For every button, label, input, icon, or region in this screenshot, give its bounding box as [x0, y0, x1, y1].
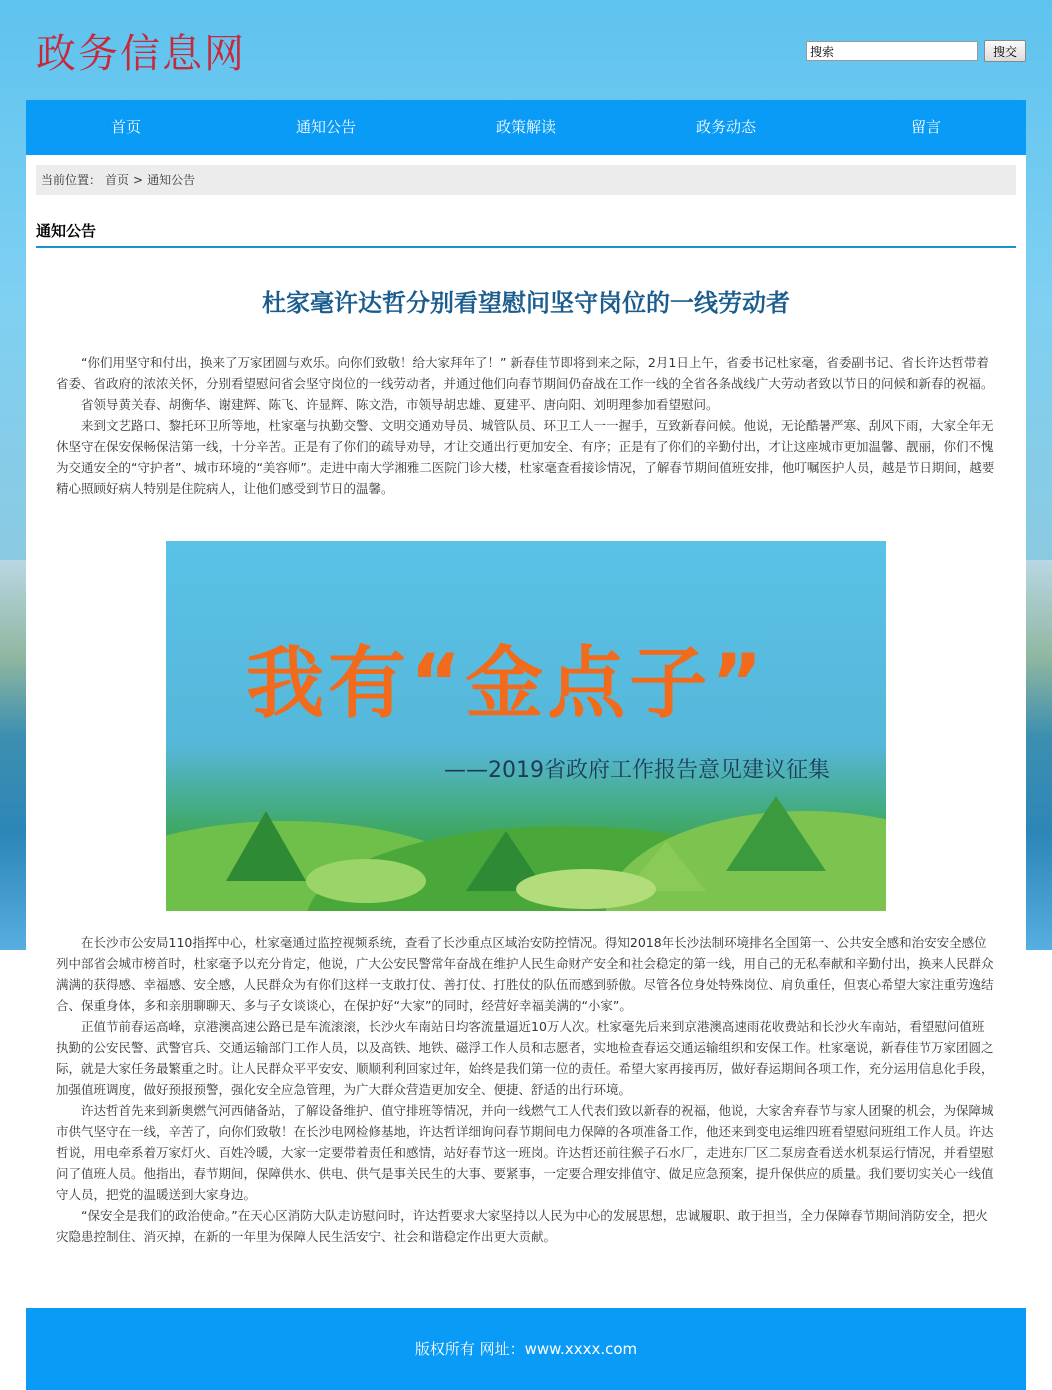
nav-item-notices[interactable]: 通知公告	[295, 118, 356, 136]
article-title: 杜家毫许达哲分别看望慰问坚守岗位的一线劳动者	[262, 289, 790, 317]
article-paragraph: “你们用坚守和付出，换来了万家团圆与欢乐。向你们致敬！给大家拜年了！” 新春佳节即将到来之际，2月1日上午，省委书记杜家毫，省委副书记、省长许达哲带着省委、省政府的浓浓关怀，分别看望慰问省会坚守岗位的一线劳动者，并通过他们向春节期间仍奋战在工作一线的全省各条战线广大劳动者致以节日的问候和新春的祝福。	[56, 355, 994, 391]
header	[0, 0, 1052, 100]
nav-item-message[interactable]: 留言	[910, 118, 941, 136]
article-paragraph: 省领导黄关春、胡衡华、谢建辉、陈飞、许显辉、陈文浩，市领导胡忠雄、夏建平、唐向阳、刘明理参加看望慰问。	[81, 397, 719, 412]
breadcrumb-home-link[interactable]: 首页	[105, 173, 130, 187]
breadcrumb-separator: >	[133, 173, 144, 187]
banner-subtitle: ——2019省政府工作报告意见建议征集	[444, 758, 830, 783]
article-paragraph: 在长沙市公安局110指挥中心，杜家毫通过监控视频系统，查看了长沙重点区域治安防控情况。得知2018年长沙法制环境排名全国第一、公共安全感和治安安全感位列中部省会城市榜首时，杜家毫予以充分肯定，他说，广大公安民警常年奋战在维护人民生命财产安全和社会稳定的第一线，用自己的无私奉献和辛勤付出，换来人民群众满满的获得感、幸福感、安全感，人民群众为有你们这样一支敢打仗、善打仗、打胜仗的队伍而感到骄傲。尽管各位身处特殊岗位、肩负重任，但衷心希望大家注重劳逸结合、保重身体，多和亲朋聊聊天、多与子女谈谈心，在保护好“大家”的同时，经营好幸福美满的“小家”。	[56, 935, 994, 1013]
article-paragraph: 许达哲首先来到新奥燃气河西储备站，了解设备维护、值守排班等情况，并向一线燃气工人代表们致以新春的祝福，他说，大家舍弃春节与家人团聚的机会，为保障城市供气坚守在一线，辛苦了，向你们致敬！在长沙电网检修基地，许达哲详细询问春节期间电力保障的各项准备工作，他还来到变电运维四班看望慰问班组工作人员。许达哲说，用电牵系着万家灯火、百姓冷暖，大家一定要带着责任和感情，站好春节这一班岗。许达哲还前往猴子石水厂，走进东厂区二泵房查看送水机泵运行情况，并看望慰问了值班人员。他指出，春节期间，保障供水、供电、供气是事关民生的大事、要紧事，一定要合理安排值守、做足应急预案，提升保供应的质量。我们要切实关心一线值守人员，把党的温暖送到大家身边。	[56, 1103, 994, 1202]
article-paragraph: 正值节前春运高峰，京港澳高速公路已是车流滚滚，长沙火车南站日均客流量逼近10万人次。杜家毫先后来到京港澳高速雨花收费站和长沙火车南站，看望慰问值班执勤的公安民警、武警官兵、交通运输部门工作人员，以及高铁、地铁、磁浮工作人员和志愿者，实地检查春运交通运输组织和安保工作。杜家毫说，新春佳节万家团圆之际，就是大家任务最繁重之时。让人民群众平平安安、顺顺利利回家过年，始终是我们第一位的责任。希望大家再接再厉，做好春运期间各项工作，充分运用信息化手段，加强值班调度，做好预报预警，强化安全应急管理，为广大群众营造更加安全、便捷、舒适的出行环境。	[56, 1019, 994, 1097]
breadcrumb	[36, 165, 1016, 195]
breadcrumb-current-link[interactable]: 通知公告	[147, 173, 196, 187]
search-input[interactable]	[806, 41, 978, 61]
article-body-top	[56, 352, 996, 499]
background-scenery-right	[1024, 560, 1052, 950]
main-nav	[26, 100, 1026, 155]
search-button[interactable]: 搜交	[984, 40, 1026, 62]
banner-headline: 我有“金点子”	[246, 639, 767, 729]
site-logo[interactable]: 政务信息网	[36, 31, 246, 77]
section-title: 通知公告	[36, 220, 1016, 248]
article-body-bottom	[56, 932, 996, 1247]
banner-image	[166, 541, 886, 911]
article-paragraph: “保安全是我们的政治使命。”在天心区消防大队走访慰问时，许达哲要求大家坚持以人民为中心的发展思想，忠诚履职、敢于担当，全力保障春节期间消防安全，把火灾隐患控制住、消灭掉，在新的一年里为保障人民生活安宁、社会和谐稳定作出更大贡献。	[56, 1208, 988, 1244]
breadcrumb-prefix: 当前位置：	[41, 173, 102, 187]
footer-copyright: 版权所有 网址：www.xxxx.com	[26, 1308, 1026, 1390]
nav-item-home[interactable]: 首页	[110, 118, 141, 136]
article-paragraph: 来到文艺路口、黎托环卫所等地，杜家毫与执勤交警、文明交通劝导员、城管队员、环卫工人一一握手，互致新春问候。他说，无论酷暑严寒、刮风下雨，大家全年无休坚守在保安保畅保洁第一线，十分辛苦。正是有了你们的疏导劝导，才让交通出行更加安全、有序；正是有了你们的辛勤付出，才让这座城市更加温馨、靓丽，你们不愧为交通安全的“守护者”、城市环境的“美容师”。走进中南大学湘雅二医院门诊大楼，杜家毫查看接诊情况，了解春节期间值班安排，他叮嘱医护人员，越是节日期间，越要精心照顾好病人特别是住院病人，让他们感受到节日的温馨。	[56, 418, 995, 496]
main-container	[26, 100, 1026, 1390]
nav-item-policy[interactable]: 政策解读	[495, 118, 556, 136]
nav-item-news[interactable]: 政务动态	[695, 118, 756, 136]
